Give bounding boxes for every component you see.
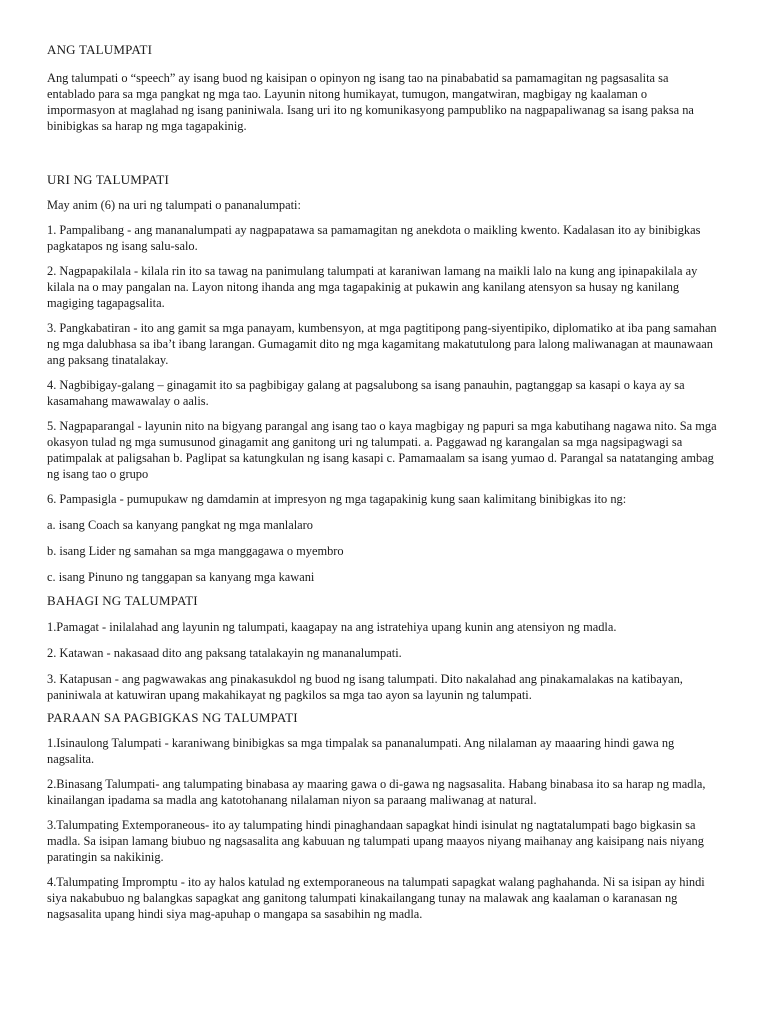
list-item-bahagi-3: 3. Katapusan - ang pagwawakas ang pinakasukdol ng buod ng isang talumpati. Dito nakalahad ang pinakamalakas na katibayan, paniniwala at katuwiran upang makahikayat ng pagkilos sa mga tao ayon sa layunin ng talumpati. xyxy=(47,672,683,702)
list-item-paraan-3: 3.Talumpating Extemporaneous- ito ay talumpating hindi pinaghandaan sapagkat hindi isinulat ng nagtatalumpati bago bigkasin sa madla. Sa isipan lamang biubuo ng nagsasalita ang kabuuan ng talumpati upang maayos niyang maihanay ang kaisipang nais niyang paratingin sa nakikinig. xyxy=(47,818,704,864)
list-item-uri-3: 3. Pangkabatiran - ito ang gamit sa mga panayam, kumbensyon, at mga pagtitipong pang-siyentipiko, diplomatiko at iba pang samahan ng mga dalubhasa sa iba’t ibang larangan. Gumagamit dito ng mga kagamitang makatutulong para lalong maliwanagan at maunawaan ang paksang tinatalakay. xyxy=(47,321,717,367)
sublist-item-b: b. isang Lider ng samahan sa mga manggagawa o myembro xyxy=(47,544,344,558)
list-item-uri-4: 4. Nagbibigay-galang – ginagamit ito sa pagbibigay galang at pagsalubong sa isang panauhin, pagtanggap sa kasapi o kaya ay sa kasamahang mawawalay o aalis. xyxy=(47,378,685,408)
paragraph-definition: Ang talumpati o “speech” ay isang buod ng kaisipan o opinyon ng isang tao na pinababatid sa pamamagitan ng pagsasalita sa entablado para sa mga pangkat ng mga tao. Layunin nitong humikayat, tumugon, mangatwiran, magbigay ng kaalaman o impormasyon at maglahad ng isang paniniwala. Isang uri ito ng komunikasyong pampubliko na nagpapaliwanag sa isang paksa na binibigkas sa harap ng mga tagapakinig. xyxy=(47,71,694,133)
paragraph-uri-intro: May anim (6) na uri ng talumpati o pananalumpati: xyxy=(47,198,301,212)
list-item-uri-6: 6. Pampasigla - pumupukaw ng damdamin at impresyon ng mga tagapakinig kung saan kalimitang binibigkas ito ng: xyxy=(47,492,627,506)
list-item-uri-5: 5. Nagpaparangal - layunin nito na bigyang parangal ang isang tao o kaya magbigay ng papuri sa mga kabutihang nagawa nito. Sa mga okasyon tulad ng mga sumusunod ginagamit ang ganitong uri ng talumpati. a. Paggawad ng karangalan sa mga nagsipagwagi sa patimpalak at paligsahan b. Paglipat sa katungkulan ng isang kasapi c. Pamamaalam sa isang yumao d. Parangal sa natatanging ambag ng isang tao o grupo xyxy=(47,419,717,481)
list-item-uri-2: 2. Nagpapakilala - kilala rin ito sa tawag na panimulang talumpati at karaniwan lamang na maikli lalo na kung ang ipinapakilala ay kilala na o may pangalan na. Layon nitong ihanda ang mga tagapakinig at pukawin ang kanilang atensyon sa husay ng kanilang magiging tagapagsalita. xyxy=(47,264,698,310)
sublist-item-c: c. isang Pinuno ng tanggapan sa kanyang mga kawani xyxy=(47,570,315,584)
section-title-uri: URI NG TALUMPATI xyxy=(47,172,170,187)
list-item-bahagi-1: 1.Pamagat - inilalahad ang layunin ng talumpati, kaagapay na ang istratehiya upang kunin ang atensiyon ng madla. xyxy=(47,620,617,634)
section-title-talumpati: ANG TALUMPATI xyxy=(47,42,153,57)
list-item-uri-1: 1. Pampalibang - ang mananalumpati ay nagpapatawa sa pamamagitan ng anekdota o maikling kwento. Kadalasan ito ay binibigkas pagkatapos ng isang salu-salo. xyxy=(47,223,701,253)
list-item-bahagi-2: 2. Katawan - nakasaad dito ang paksang tatalakayin ng mananalumpati. xyxy=(47,646,402,660)
list-item-paraan-1: 1.Isinaulong Talumpati - karaniwang binibigkas sa mga timpalak sa pananalumpati. Ang nilalaman ay maaaring hindi gawa ng nagsalita. xyxy=(47,736,675,766)
sublist-item-a: a. isang Coach sa kanyang pangkat ng mga manlalaro xyxy=(47,518,313,532)
list-item-paraan-4: 4.Talumpating Impromptu - ito ay halos katulad ng extemporaneous na talumpati sapagkat walang paghahanda. Ni sa isipan ay hindi siya nakabubuo ng balangkas sapagkat ang ganitong talumpati kinakailangang tunay na malawak ang kaalaman o karanasan ng nagsasalita upang hindi siya mag-apuhap o mangapa sa sasabihin ng madla. xyxy=(47,875,705,921)
section-title-paraan: PARAAN SA PAGBIGKAS NG TALUMPATI xyxy=(47,710,298,725)
list-item-paraan-2: 2.Binasang Talumpati- ang talumpating binabasa ay maaring gawa o di-gawa ng nagsasalita. Habang binabasa ito sa harap ng madla, kinailangan ipadama sa madla ang katotohanang nilalaman niyon sa paraang maliwanag at natural. xyxy=(47,777,706,807)
section-title-bahagi: BAHAGI NG TALUMPATI xyxy=(47,593,198,608)
